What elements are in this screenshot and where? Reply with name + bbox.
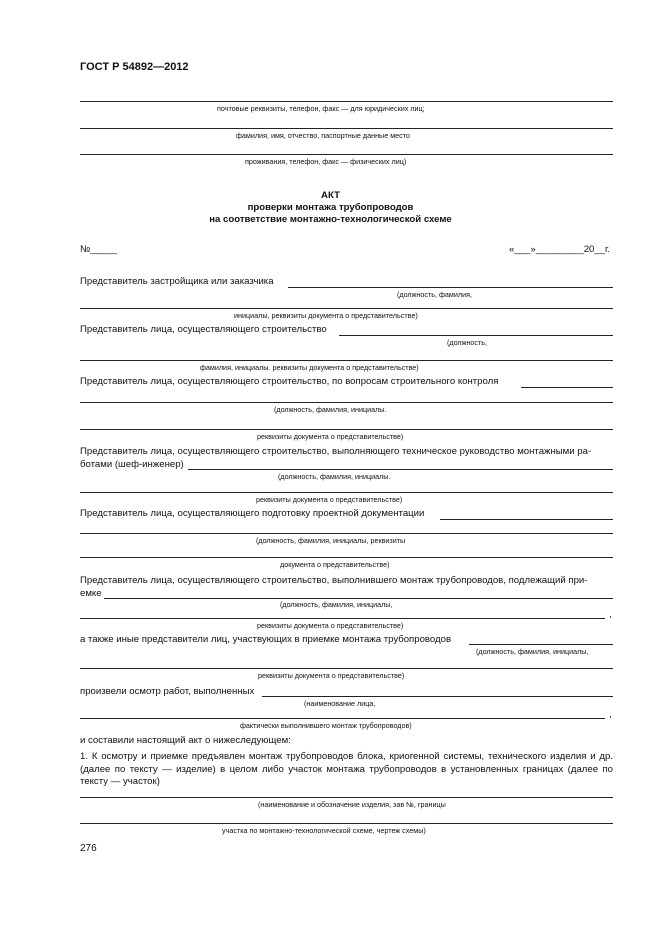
fill-line [80, 718, 605, 719]
fill-line [469, 644, 613, 645]
field-caption: реквизиты документа о представительстве) [256, 495, 403, 504]
field-label: и составили настоящий акт о нижеследующем: [80, 735, 291, 746]
field-caption: (наименование лица, [304, 699, 376, 708]
fill-line [80, 533, 613, 534]
fill-line [80, 668, 613, 669]
field-caption: (должность, фамилия, инициалы. [278, 472, 391, 481]
document-header: ГОСТ Р 54892—2012 [80, 61, 189, 73]
field-label: Представитель лица, осуществляющего строительство, по вопросам строительного контроля [80, 376, 499, 387]
fill-line [80, 128, 613, 129]
item-1-paragraph: 1. К осмотру и приемке предъявлен монтаж трубопроводов блока, криогенной системы, технического изделия и др. (далее по тексту — изделие) в целом либо участок монтажа трубопроводов в установленных границах (далее по тексту — участок) [80, 751, 613, 787]
act-subtitle: проверки монтажа трубопроводов [247, 202, 414, 213]
fill-line [188, 469, 613, 470]
fill-line [262, 696, 613, 697]
act-title: АКТ [321, 190, 340, 201]
field-label: емке [80, 588, 102, 599]
field-caption: (наименование и обозначение изделия, зав №, границы [258, 800, 446, 809]
act-subtitle: на соответствие монтажно-технологической схеме [209, 214, 452, 225]
field-caption: фамилия, инициалы. реквизиты документа о представительстве) [200, 363, 419, 372]
fill-line [80, 101, 613, 102]
field-caption: (должность, фамилия, инициалы, [476, 647, 589, 656]
field-caption: (должность, фамилия, инициалы. [274, 405, 387, 414]
comma: , [609, 709, 612, 720]
field-caption: документа о представительстве) [280, 560, 390, 569]
field-caption: (должность, [447, 338, 488, 347]
fill-line [80, 429, 613, 430]
fill-line [80, 360, 613, 361]
field-label: Представитель лица, осуществляющего подготовку проектной документации [80, 508, 425, 519]
field-caption: инициалы, реквизиты документа о представительстве) [234, 311, 418, 320]
fill-line [80, 154, 613, 155]
fill-line [104, 598, 613, 599]
page-number: 276 [80, 843, 97, 854]
field-caption: реквизиты документа о представительстве) [257, 621, 404, 630]
fill-line [80, 618, 605, 619]
fill-line [80, 823, 613, 824]
field-caption: проживания, телефон, факс — физических лиц) [245, 157, 407, 166]
field-caption: (должность, фамилия, [397, 290, 472, 299]
fill-line [339, 335, 613, 336]
fill-line [80, 308, 613, 309]
field-caption: реквизиты документа о представительстве) [257, 432, 404, 441]
field-caption: участка по монтажно-технологической схеме, чертеж схемы) [222, 826, 426, 835]
fill-line [521, 387, 613, 388]
field-label: Представитель лица, осуществляющего строительство, выполнившего монтаж трубопроводов, подлежащий при- [80, 575, 588, 586]
fill-line [80, 402, 613, 403]
fill-line [80, 557, 613, 558]
field-label: Представитель лица, осуществляющего строительство, выполняющего техническое руководство монтажными ра- [80, 446, 592, 457]
field-caption: фамилия, имя, отчество, паспортные данные место [236, 131, 410, 140]
fill-line [440, 519, 613, 520]
field-label: произвели осмотр работ, выполненных [80, 686, 255, 697]
field-caption: (должность, фамилия, инициалы, [280, 600, 393, 609]
field-caption: почтовые реквизиты, телефон, факс — для юридических лиц; [217, 104, 425, 113]
field-label: Представитель лица, осуществляющего строительство [80, 324, 327, 335]
comma: , [609, 609, 612, 620]
field-label: ботами (шеф-инженер) [80, 459, 184, 470]
fill-line [288, 287, 613, 288]
fill-line [80, 492, 613, 493]
field-caption: фактически выполнившего монтаж трубопроводов) [240, 721, 412, 730]
field-label: Представитель застройщика или заказчика [80, 276, 274, 287]
act-number: №_____ [80, 244, 117, 255]
fill-line [80, 797, 613, 798]
field-label: а также иные представители лиц, участвующих в приемке монтажа трубопроводов [80, 634, 452, 645]
field-caption: реквизиты документа о представительстве) [258, 671, 405, 680]
field-caption: (должность, фамилия, инициалы, реквизиты [256, 536, 406, 545]
act-date: «___»_________20__г. [509, 244, 611, 255]
